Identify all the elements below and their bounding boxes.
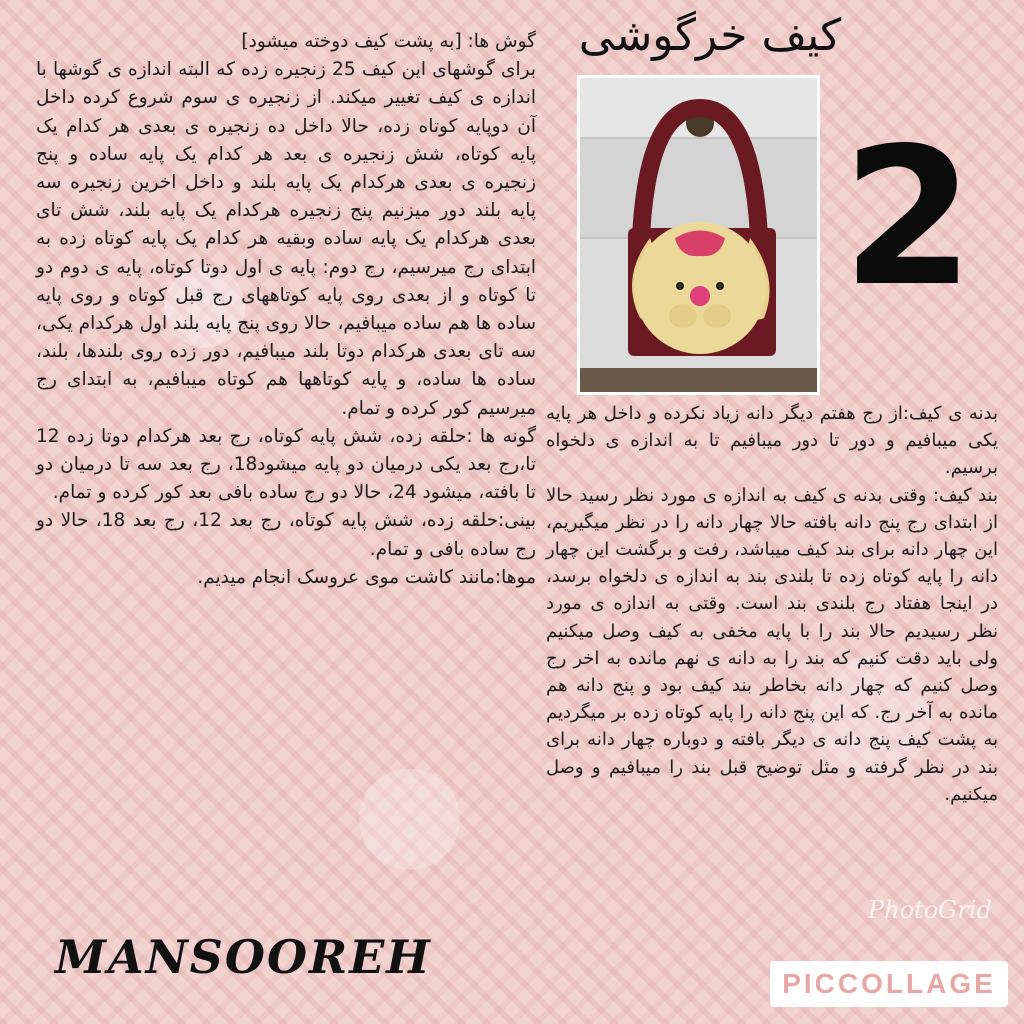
author-signature: MANSOOREH xyxy=(55,930,432,984)
right-text: بدنه ی کیف:از رج هفتم دیگر دانه زیاد نکرده و داخل هر پایه یکی میبافیم و دور تا دور میبافیم تا به اندازه ی دلخواه برسیم. بند کیف: وقتی بدنه ی کیف به اندازه ی مورد نظر رسید حالا از ابتدای رج پنج دانه بافته حالا چهار دانه را در نظر میگیریم، این چهار دانه برای بند کیف میباشد، رفت و برگشت این چهار دانه را پایه کوتاه زده تا بلندی بند به اندازه ی دلخواه برسد، در اینجا هفتاد رج بلندی بند است. وقتی به اندازه ی مورد نظر رسیدیم حالا بند را با پایه مخفی به کیف وصل میکنیم ولی باید دقت کنیم که بند را به دانه ی نهم مانده به اخر رج وصل کنیم که چهار دانه بخاطر بند کیف بود و پنج دانه هم مانده به آخر رج. که این پنج دانه را پایه کوتاه زده بر میگردیم به پشت کیف پنج دانه ی دیگر بافته و دوباره چهار دانه برای بند در نظر گرفته و مثل توضیح قبل بند را میبافیم و وصل میکنیم. xyxy=(546,403,998,805)
instructions-right-column xyxy=(546,400,998,808)
piccollage-logo: PICCOLLAGE xyxy=(770,961,1008,1007)
part-number: 2 xyxy=(842,107,975,328)
instructions-left-column xyxy=(36,28,536,592)
bag-photo xyxy=(577,75,820,395)
photogrid-watermark: PhotoGrid xyxy=(868,896,992,924)
page-title: کیف خرگوشی xyxy=(578,10,842,61)
left-text: گوش ها: [به پشت کیف دوخته میشود] برای گوشهای این کیف 25 زنجیره زده که البته اندازه ی گوشها با اندازه ی کیف تغییر میکند. از زنجیره ی سوم شروع کرده داخل آن دوپایه کوتاه زده، حالا داخل ده زنجیره ی بعدی هر کدام یک پایه کوتاه، شش زنجیره ی بعد هر کدام یک پایه ساده و پنج زنجیره ی بعدی هرکدام یک پایه بلند و داخل اخرین زنجیره سه پایه بلند دور میزنیم پنج زنجیره هرکدام یک پایه بلند، شش تای بعدی هرکدام یک پایه ساده وبقیه هر کدام یک پایه کوتاه زده به ابتدای رج میرسیم، رج دوم: پایه ی اول دوتا کوتاه، پایه ی دوم دو تا کوتاه و از بعدی روی پایه کوتاههای رج قبل کوتاه و روی پایه ساده ها هم ساده میبافیم، حالا روی پنج پایه بلند اول هرکدام یکی، سه تای بعدی هرکدام دوتا بلند میبافیم، دور زده روی بلندها، بلند، ساده ها ساده، و پایه کوتاهها هم کوتاه میبافیم، به ابتدای رج میرسیم کور کرده و تمام. گونه ها :حلقه زده، شش پایه کوتاه، رج بعد هرکدام دوتا زده 12 تا،رج بعد یکی درمیان دو پایه میشود18، رج بعد سه تا درمیان دو تا بافته، میشود 24، حالا دو رج ساده بافی بعد کور کرده و تمام. بینی:حلقه زده، شش پایه کوتاه، رج بعد 12، رج بعد 18، حالا دو رج ساده بافی و تمام. موها:مانند کاشت موی عروسک انجام میدیم. xyxy=(36,31,537,588)
bunny-bag-image xyxy=(580,78,817,392)
